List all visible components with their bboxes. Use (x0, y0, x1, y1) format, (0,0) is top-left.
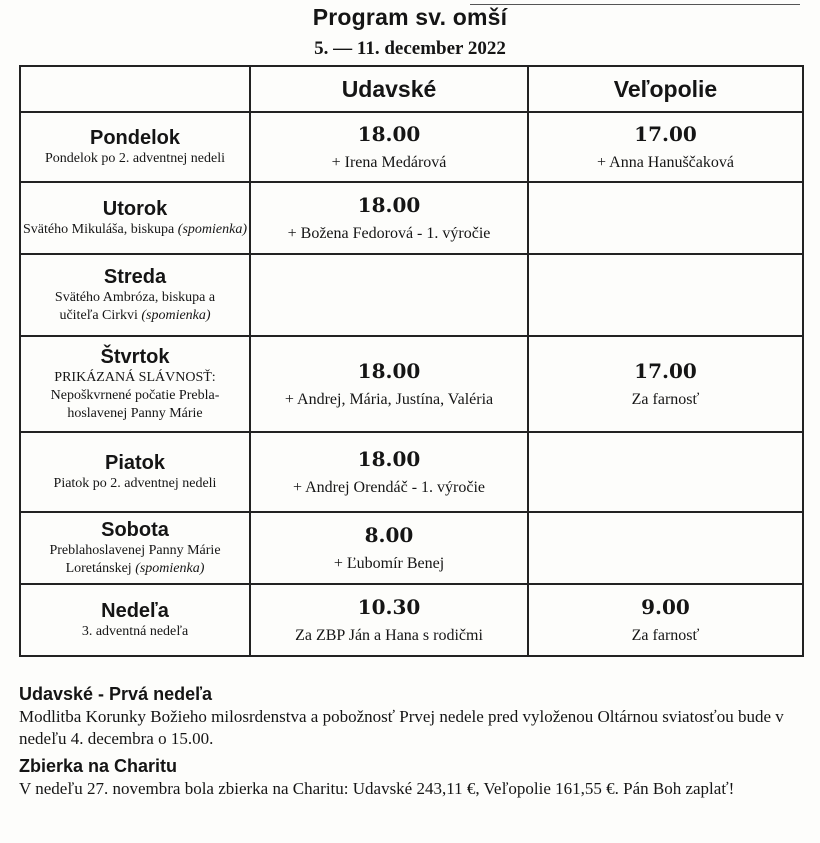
mass-time: 8.00 (364, 523, 414, 547)
feast-line: Pondelok po 2. adventnej nedeli (44, 151, 226, 166)
table-row (20, 182, 803, 254)
feast-line: Piatok po 2. adventnej nedeli (53, 476, 217, 491)
day-name: Utorok (102, 198, 168, 220)
column-header-day (20, 66, 250, 112)
feast-note: (spomienka) (177, 222, 247, 237)
day-name: Streda (103, 266, 167, 288)
feast-description (21, 150, 249, 168)
feast-description (21, 369, 249, 387)
mass-intention: Za farnosť (631, 627, 700, 644)
velopolie-cell (528, 512, 803, 584)
mass-intention: + Andrej, Mária, Justína, Valéria (284, 391, 494, 408)
feast-description (21, 475, 249, 493)
day-name: Sobota (101, 519, 169, 541)
feast-description (21, 221, 249, 239)
feast-description (21, 289, 249, 307)
announcement-title: Zbierka na Charitu (19, 756, 178, 776)
velopolie-cell (528, 254, 803, 336)
announcement-title: Udavské - Prvá nedeľa (19, 684, 213, 704)
feast-line: Nepoškvrnené počatie Prebla- (50, 388, 220, 403)
feast-line: Loretánskej (65, 561, 132, 576)
mass-intention: + Božena Fedorová - 1. výročie (287, 225, 491, 242)
column-header-velopolie: Veľopolie (528, 66, 803, 112)
table-header-row (20, 66, 803, 112)
mass-time: 18.00 (357, 447, 421, 471)
mass-intention: + Ľubomír Benej (333, 555, 445, 572)
mass-intention: + Irena Medárová (331, 154, 447, 171)
udavske-cell (250, 182, 528, 254)
day-name: Pondelok (89, 127, 180, 149)
table-row (20, 584, 803, 656)
velopolie-cell (528, 432, 803, 512)
announcement-text: Modlitba Korunky Božieho milosrdenstva a pobožnosť Prvej nedele pred vyloženou Oltárnou sviatosťou bude v nedeľu 4. decembra o 15.00. (19, 707, 784, 748)
feast-description (21, 623, 249, 641)
date-range: 5. — 11. december 2022 (314, 38, 506, 59)
table-row (20, 112, 803, 182)
mass-time: 9.00 (641, 595, 690, 619)
feast-line: 3. adventná nedeľa (81, 624, 189, 639)
mass-intention: Za ZBP Ján a Hana s rodičmi (295, 627, 483, 644)
feast-line: učiteľa Cirkvi (59, 308, 138, 323)
feast-description (21, 560, 249, 578)
feast-description (21, 307, 249, 325)
day-cell (20, 584, 250, 656)
feast-note: (spomienka) (135, 561, 205, 576)
feast-line: PRIKÁZANÁ SLÁVNOSŤ: (54, 370, 216, 385)
day-cell (20, 336, 250, 432)
mass-time: 17.00 (634, 122, 697, 146)
table-row (20, 432, 803, 512)
table-row (20, 254, 803, 336)
feast-description (21, 405, 249, 423)
feast-line: Svätého Ambróza, biskupa a (54, 290, 216, 305)
udavske-cell (250, 254, 528, 336)
feast-description (21, 387, 249, 405)
table-row (20, 512, 803, 584)
udavske-cell (250, 112, 528, 182)
feast-description (21, 542, 249, 560)
mass-schedule-table (19, 65, 804, 657)
velopolie-cell (528, 584, 803, 656)
velopolie-cell (528, 112, 803, 182)
announcements (19, 682, 802, 804)
udavske-cell (250, 432, 528, 512)
mass-time: 18.00 (357, 193, 421, 217)
day-name: Piatok (104, 452, 166, 474)
day-cell (20, 512, 250, 584)
velopolie-cell (528, 336, 803, 432)
page-title: Program sv. omší (312, 4, 508, 30)
mass-intention: + Anna Hanuščaková (597, 154, 734, 171)
column-header-udavske: Udavské (250, 66, 528, 112)
day-cell (20, 432, 250, 512)
mass-intention: Za farnosť (631, 391, 700, 408)
feast-line: Svätého Mikuláša, biskupa (23, 222, 175, 237)
udavske-cell (250, 512, 528, 584)
velopolie-cell (528, 182, 803, 254)
day-cell (20, 182, 250, 254)
mass-time: 18.00 (357, 359, 421, 383)
udavske-cell (250, 584, 528, 656)
udavske-cell (250, 336, 528, 432)
mass-intention: + Andrej Orendáč - 1. výročie (292, 479, 486, 496)
table-row (20, 336, 803, 432)
feast-note: (spomienka) (141, 308, 211, 323)
day-cell (20, 112, 250, 182)
day-name: Štvrtok (100, 346, 170, 368)
day-cell (20, 254, 250, 336)
feast-line: hoslavenej Panny Márie (67, 406, 203, 421)
day-name: Nedeľa (101, 600, 169, 622)
mass-time: 10.30 (357, 595, 421, 619)
mass-time: 17.00 (634, 359, 697, 383)
mass-time: 18.00 (357, 122, 421, 146)
feast-line: Preblahoslavenej Panny Márie (49, 543, 221, 558)
announcement-text: V nedeľu 27. novembra bola zbierka na Charitu: Udavské 243,11 €, Veľopolie 161,55 €. Pán Boh zaplať! (19, 779, 735, 798)
